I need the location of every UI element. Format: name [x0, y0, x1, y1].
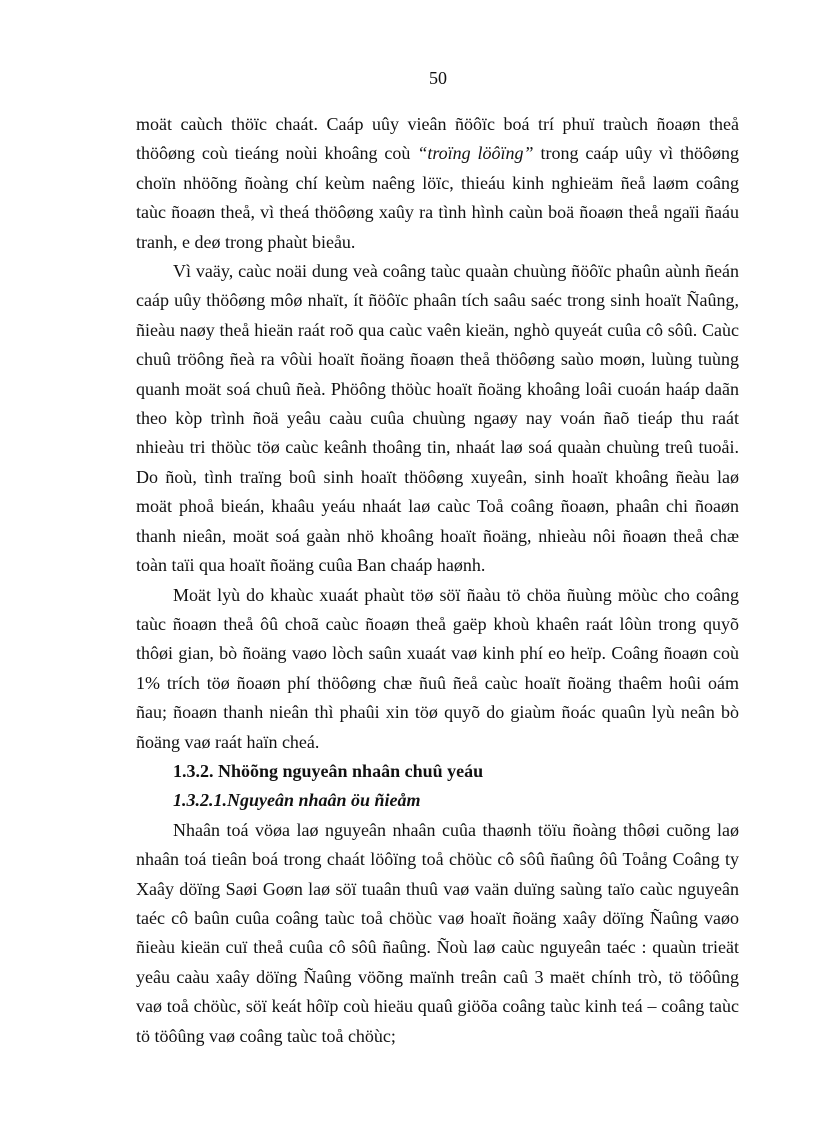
section-heading: 1.3.2. Nhöõng nguyeân nhaân chuû yeáu: [173, 760, 484, 781]
paragraph-2: Vì vaäy, caùc noäi dung veà coâng taùc quaàn chuùng ñöôïc phaûn aùnh ñeán caáp uûy thöôøng môø nhaït, ít ñöôïc phaân tích saâu saéc trong sinh hoaït Ñaûng, ñieàu naøy theå hieän raát roõ qua caùc vaên kieän, nghò quyeát cuûa cô sôû. Caùc chuû tröông ñeà ra vôùi hoaït ñoäng ñoaøn theå thöôøng saùo moøn, luùng tuùng quanh moät soá chuû ñeà. Phöông thöùc hoaït ñoäng khoâng loâi cuoán haáp daãn theo kòp trình ñoä yeâu caàu cuûa chuùng ngaøy nay voán ñaõ tieáp thu raát nhieàu tri thöùc töø caùc keânh thoâng tin, nhaát laø soá quaàn chuùng treû tuoåi. Do ñoù, tình traïng boû sinh hoaït thöôøng xuyeân, sinh hoaït khoâng ñeàu laø moät phoå bieán, khaâu yeáu nhaát laø caùc Toå coâng ñoaøn, phaân chi ñoaøn thanh nieân, moät soá gaàn nhö khoâng hoaït ñoäng, nhieàu nôi ñoaøn theå chæ toàn taïi qua hoaït ñoäng cuûa Ban chaáp haønh.: [136, 261, 739, 576]
paragraph-3: Moät lyù do khaùc xuaát phaùt töø söï ñaàu tö chöa ñuùng möùc cho coâng taùc ñoaøn theå ôû choã caùc ñoaøn theå gaëp khoù khaên raát lôùn trong quyõ thôøi gian, bò ñoäng vaøo lòch saûn xuaát vaø kinh phí eo heïp. Coâng ñoaøn coù 1% trích töø ñoaøn phí thöôøng chæ ñuû ñeå caùc hoaït ñoäng thaêm hoûi oám ñau; ñoaøn thanh nieân thì phaûi xin töø quyõ do giaùm ñoác quaûn lyù neân bò ñoäng vaø raát haïn cheá.: [136, 584, 739, 752]
paragraph-4: Nhaân toá vöøa laø nguyeân nhaân cuûa thaønh töïu ñoàng thôøi cuõng laø nhaân toá tieân boá trong chaát löôïng toå chöùc cô sôû ñaûng ôû Toång Coâng ty Xaây döïng Saøi Goøn laø söï tuaân thuû vaø vaän duïng saùng taïo caùc nguyeân taéc cô baûn cuûa coâng taùc toå chöùc vaø hoaït ñoäng xaây döïng Ñaûng vaøo ñieàu kieän cuï theå cuûa cô sôû ñaûng. Ñoù laø caùc nguyeân taéc : quaùn trieät yeâu caàu xaây döïng Ñaûng vöõng maïnh treân caû 3 maët chính trò, tö töôûng vaø toå chöùc, söï keát hôïp coù hieäu quaû giöõa coâng taùc kinh teá – coâng taùc tö töôûng vaø coâng taùc toå chöùc;: [136, 819, 739, 1046]
paragraph-1-text-start: moät caùch thöïc chaát. Caáp uûy vieân ñöôïc boá trí phuï traùch ñoaøn theå thöôøng coù tieáng noùi khoâng coù: [136, 114, 739, 164]
paragraph-1-text-end: trong caáp uûy vì thöôøng choïn nhöõng ñoàng chí keùm naêng löïc, thieáu kinh nghieäm ñeå laøm coâng taùc ñoaøn theå, vì theá thöôøng xaûy ra tình hình caùn boä ñoaøn theå ngaïi ñaáu tranh, e deø trong phaùt bieåu.: [136, 143, 740, 252]
quoted-phrase: “troïng löôïng”: [417, 143, 534, 164]
page-number: 50: [429, 68, 447, 88]
page-body: [136, 110, 739, 1051]
subsection-heading: 1.3.2.1.Nguyeân nhaân öu ñieåm: [173, 790, 421, 811]
paragraph-1: [136, 110, 739, 257]
